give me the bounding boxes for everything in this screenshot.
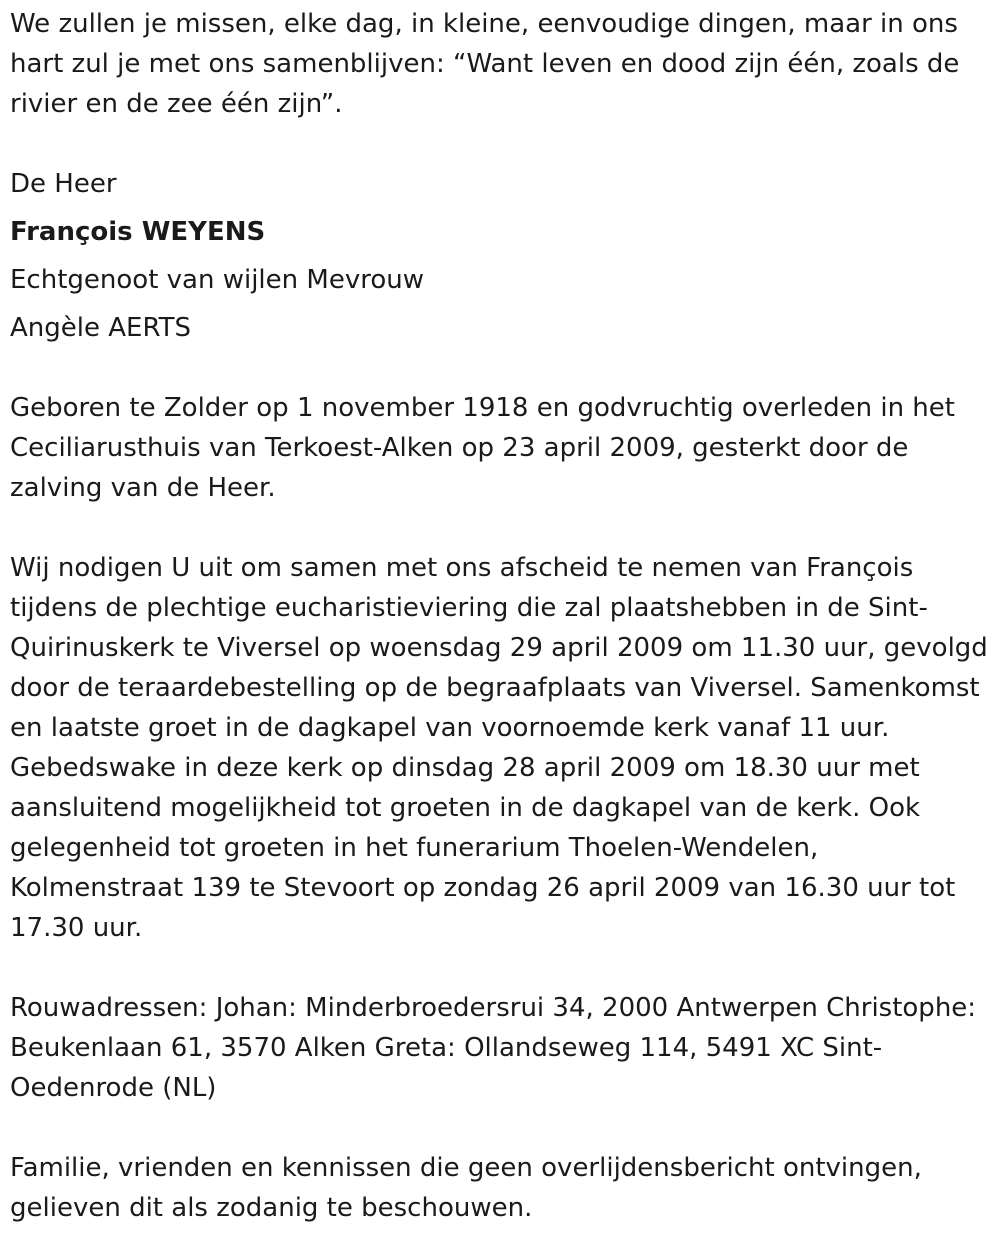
invitation-paragraph: Wij nodigen U uit om samen met ons afscheid te nemen van François tijdens de plechtige eucharistieviering die zal plaatshebben in de Sint-Quirinuskerk te Viversel op woensdag 29 april 2009 om 11.30 uur, gevolgd door de teraardebestelling op de begraafplaats van Viversel. Samenkomst en laatste groet in de dagkapel van voornoemde kerk vanaf 11 uur. Gebedswake in deze kerk op dinsdag 28 april 2009 om 18.30 uur met aansluitend mogelijkheid tot groeten in de dagkapel van de kerk. Ook gelegenheid tot groeten in het funerarium Thoelen-Wendelen, Kolmenstraat 139 te Stevoort op zondag 26 april 2009 van 16.30 uur tot 17.30 uur. <box>10 553 988 943</box>
deceased-spouse: Angèle AERTS <box>10 313 192 343</box>
deceased-name: François WEYENS <box>10 217 266 247</box>
spacer <box>10 508 990 548</box>
birth-death-paragraph: Geboren te Zolder op 1 november 1918 en godvruchtig overleden in het Ceciliarusthuis van Terkoest-Alken op 23 april 2009, gesterkt door de zalving van de Heer. <box>10 393 955 503</box>
addresses-paragraph: Rouwadressen: Johan: Minderbroedersrui 34, 2000 Antwerpen Christophe: Beukenlaan 61, 3570 Alken Greta: Ollandseweg 114, 5491 XC Sint-Oedenrode (NL) <box>10 993 977 1103</box>
spacer <box>10 1108 990 1148</box>
obituary-document <box>10 4 990 1228</box>
spacer <box>10 348 990 388</box>
spacer <box>10 948 990 988</box>
quote-paragraph: We zullen je missen, elke dag, in kleine, eenvoudige dingen, maar in ons hart zul je met ons samenblijven: “Want leven en dood zijn één, zoals de rivier en de zee één zijn”. <box>10 9 960 119</box>
deceased-block <box>10 160 990 352</box>
closing-paragraph: Familie, vrienden en kennissen die geen overlijdensbericht ontvingen, gelieven dit als zodanig te beschouwen. <box>10 1153 922 1223</box>
deceased-relation: Echtgenoot van wijlen Mevrouw <box>10 265 424 295</box>
spacer <box>10 124 990 164</box>
deceased-title: De Heer <box>10 169 117 199</box>
